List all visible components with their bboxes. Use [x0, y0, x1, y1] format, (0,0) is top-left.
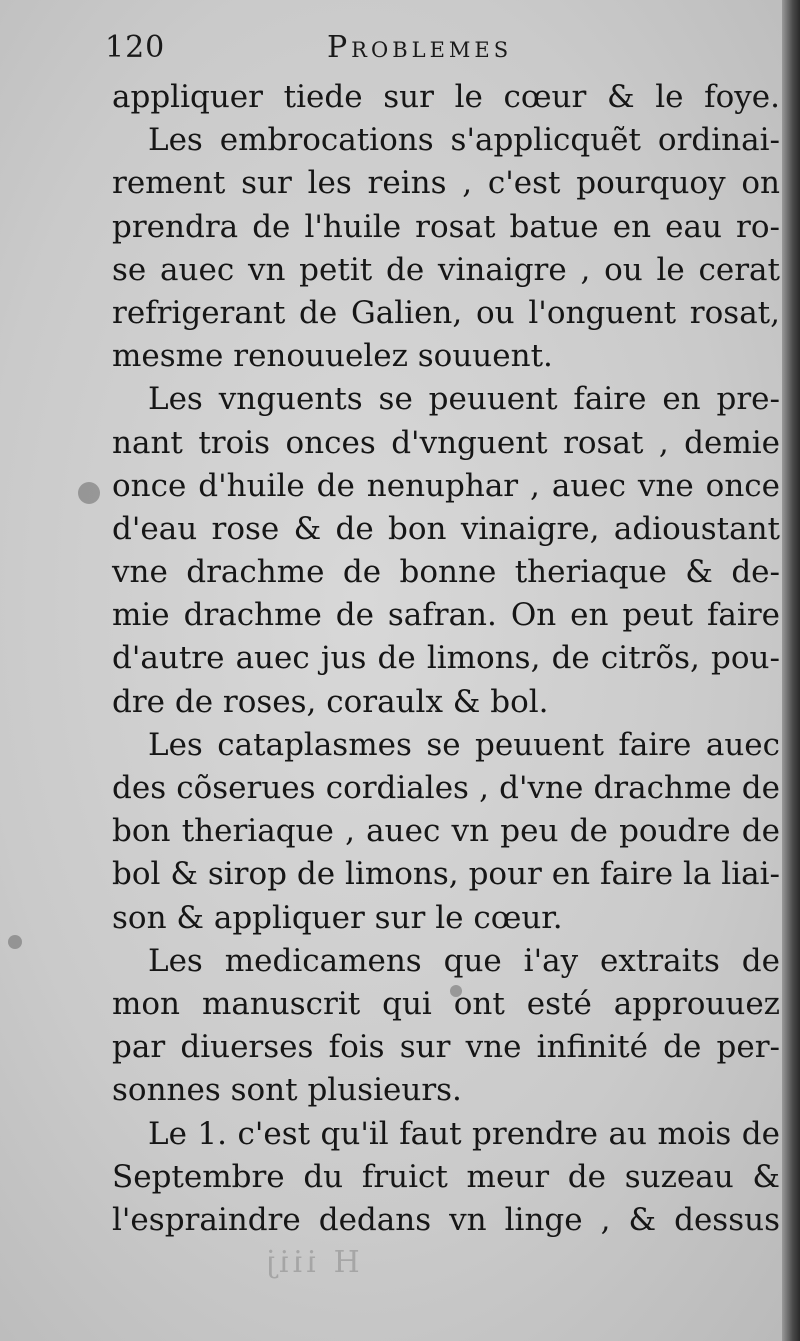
text-line: l'espraindre dedans vn linge , & dessus	[112, 1201, 780, 1238]
text-line: Les vnguents se peuuent faire en pre-	[148, 381, 780, 418]
ink-spot	[78, 482, 100, 504]
text-line: son & appliquer sur le cœur.	[112, 899, 563, 936]
text-line: sonnes sont plusieurs.	[112, 1072, 462, 1109]
page-number: 120	[105, 30, 166, 65]
text-line: vne drachme de bonne theriaque & de-	[112, 554, 780, 591]
body-text	[112, 76, 780, 1242]
text-line: des cõserues cordiales , d'vne drachme de	[112, 770, 780, 806]
text-line: appliquer tiede sur le cœur & le foye.	[112, 79, 780, 115]
text-line: par diuerses fois sur vne infinité de per-	[112, 1029, 780, 1066]
text-line: mie drachme de safran. On en peut faire	[112, 597, 780, 634]
text-line: mesme renouuelez souuent.	[112, 338, 553, 375]
text-line: dre de roses, coraulx & bol.	[112, 683, 549, 720]
text-line: once d'huile de nenuphar , auec vne once	[112, 467, 780, 504]
text-line: rement sur les reins , c'est pourquoy on	[112, 165, 780, 202]
ink-spot	[8, 935, 22, 949]
page-header	[105, 30, 705, 70]
text-line: Le 1. c'est qu'il faut prendre au mois de	[148, 1115, 780, 1152]
bleed-through-signature: H iiij	[262, 1245, 360, 1280]
text-line: prendra de l'huile rosat batue en eau ro-	[112, 208, 780, 245]
text-line: nant trois onces d'vnguent rosat , demie	[112, 424, 780, 461]
text-line: bon theriaque , auec vn peu de poudre de	[112, 813, 780, 850]
text-line: Les medicamens que i'ay extraits de	[148, 942, 780, 979]
text-line: d'eau rose & de bon vinaigre, adioustant	[112, 510, 780, 547]
text-line: refrigerant de Galien, ou l'onguent rosat,	[112, 294, 780, 331]
running-title: Problemes	[327, 30, 513, 65]
text-line: Les embrocations s'applicquẽt ordinai-	[148, 122, 780, 159]
text-line: d'autre auec jus de limons, de citrõs, pou-	[112, 640, 780, 677]
text-line: mon manuscrit qui ont esté approuuez	[112, 985, 780, 1022]
text-line: bol & sirop de limons, pour en faire la liai-	[112, 856, 780, 893]
text-line: Les cataplasmes se peuuent faire auec	[148, 726, 780, 763]
text-line: se auec vn petit de vinaigre , ou le cerat	[112, 251, 780, 288]
text-line: Septembre du fruict meur de suzeau &	[112, 1158, 780, 1195]
page-gutter-edge	[782, 0, 800, 1341]
